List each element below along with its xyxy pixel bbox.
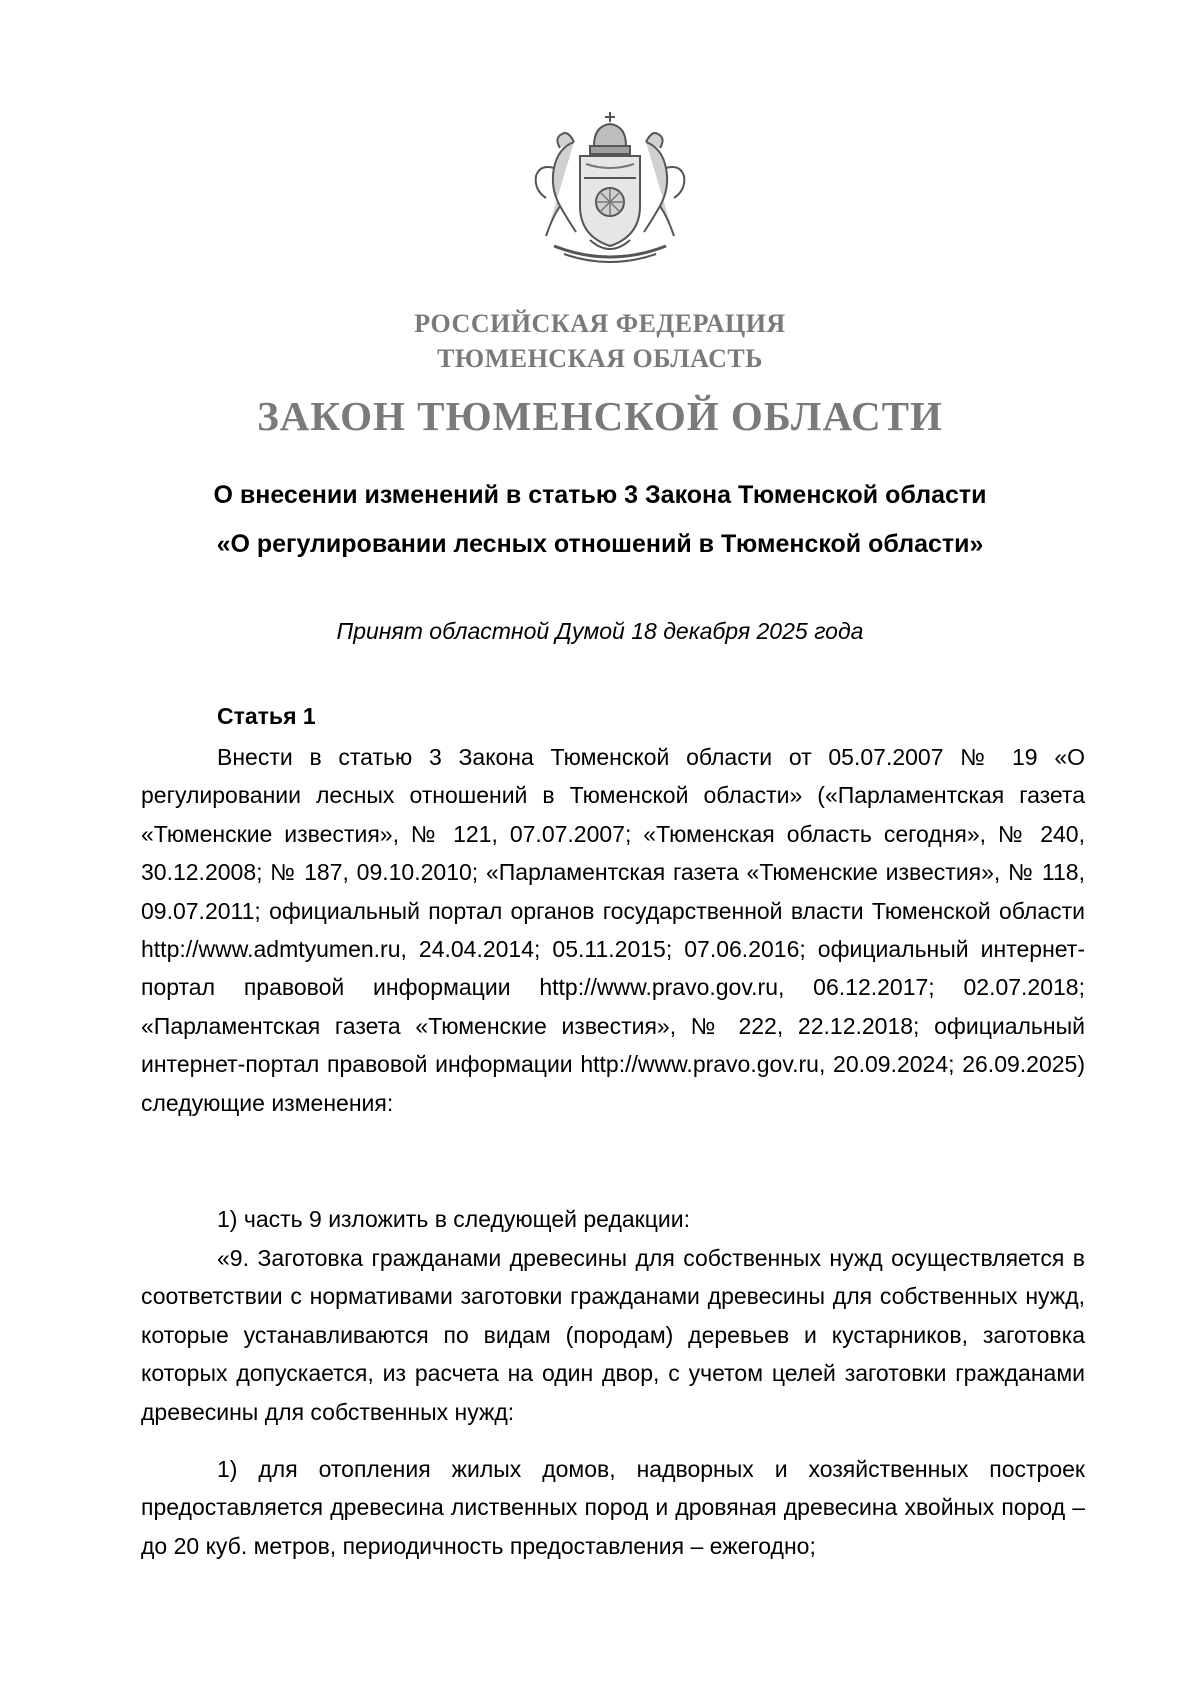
amendment-item-1: 1) часть 9 изложить в следующей редакции:: [217, 1206, 690, 1232]
law-title-line-2: «О регулировании лесных отношений в Тюменской области»: [216, 530, 984, 558]
amendment-quoted-text: «9. Заготовка гражданами древесины для собственных нужд осуществляется в соответствии с нормативами заготовки гражданами древесины для собственных нужд, которые устанавливаются по видам (породам) деревьев и кустарников, заготовка которых допускается, из расчета на один двор, с учетом целей заготовки гражданами древесины для собственных нужд:: [141, 1245, 1085, 1425]
header-country: РОССИЙСКАЯ ФЕДЕРАЦИЯ: [414, 309, 786, 338]
article-heading: Статья 1: [217, 703, 316, 729]
header-region: ТЮМЕНСКАЯ ОБЛАСТЬ: [437, 344, 763, 373]
adoption-note: Принят областной Думой 18 декабря 2025 года: [336, 618, 864, 644]
amendment-subitem-1: 1) для отопления жилых домов, надворных и хозяйственных построек предоставляется древесина лиственных пород и дровяная древесина хвойных пород – до 20 куб. метров, периодичность предоставления – ежегодно;: [141, 1456, 1085, 1559]
coat-of-arms-icon: [524, 108, 696, 270]
law-title-line-1: О внесении изменений в статью 3 Закона Тюменской области: [213, 481, 987, 509]
article-intro-paragraph: Внести в статью 3 Закона Тюменской области от 05.07.2007 № 19 «О регулировании лесных отношений в Тюменской области» («Парламентская газета «Тюменские известия», № 121, 07.07.2007; «Тюменская область сегодня», № 240, 30.12.2008; № 187, 09.10.2010; «Парламентская газета «Тюменские известия», № 118, 09.07.2011; официальный портал органов государственной власти Тюменской области http://www.admtyumen.ru, 24.04.2014; 05.11.2015; 07.06.2016; официальный интернет-портал правовой информации http://www.pravo.gov.ru, 06.12.2017; 02.07.2018; «Парламентская газета «Тюменские известия», № 222, 22.12.2018; официальный интернет-портал правовой информации http://www.pravo.gov.ru, 20.09.2024; 26.09.2025) следующие изменения:: [141, 744, 1085, 1116]
document-type-heading: ЗАКОН ТЮМЕНСКОЙ ОБЛАСТИ: [257, 393, 943, 439]
